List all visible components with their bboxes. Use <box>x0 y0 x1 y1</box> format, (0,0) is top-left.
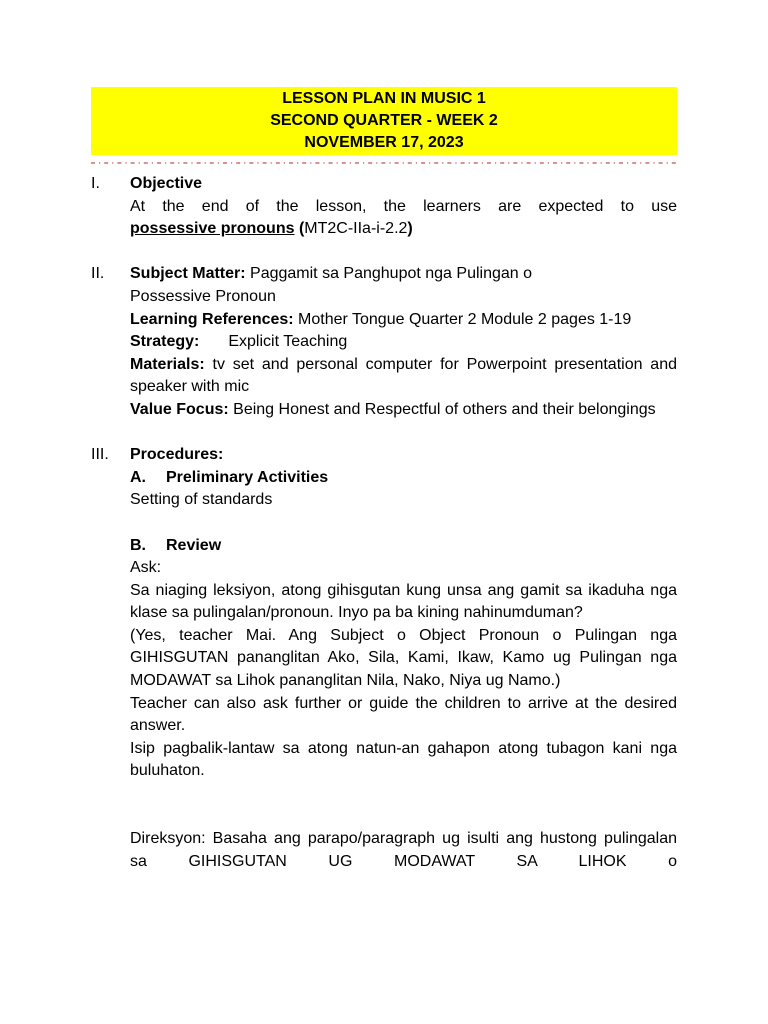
strategy-line: Strategy: Explicit Teaching <box>130 333 348 351</box>
header-title: LESSON PLAN IN MUSIC 1 <box>282 90 486 107</box>
preliminary-activities-text: Setting of standards <box>130 491 273 509</box>
competency-code: MT2C-IIa-i-2.2 <box>304 220 408 238</box>
objective-title: Objective <box>130 175 203 192</box>
section-number: III. <box>91 446 109 464</box>
header-quarter: SECOND QUARTER - WEEK 2 <box>270 112 498 129</box>
direksyon-text: Direksyon: Basaha ang parapo/paragraph ug isulti ang hustong pulingalan sa GIHISGUTAN UG MODAWAT SA LIHOK o <box>130 830 677 870</box>
section-number: I. <box>91 175 100 192</box>
ask-label: Ask: <box>130 559 162 577</box>
learning-references-line: Learning References: Mother Tongue Quarter 2 Module 2 pages 1-19 <box>130 310 632 328</box>
objective-line2: possessive pronouns (MT2C-IIa-i-2.2) <box>130 220 413 238</box>
teacher-note: Teacher can also ask further or guide the children to arrive at the desired answer. <box>130 694 677 735</box>
materials-line: Materials: tv set and personal computer for Powerpoint presentation and speaker with mic <box>130 355 677 396</box>
section-number: II. <box>91 265 105 283</box>
objective-section <box>91 173 677 241</box>
review-heading: B. Review <box>130 536 222 554</box>
procedures-title: Procedures: <box>130 446 224 464</box>
subject-matter-line: Subject Matter: Paggamit sa Panghupot nga Pulingan o Possessive Pronoun <box>130 265 533 305</box>
review-instruction: Isip pagbalik-lantaw sa atong natun-an gahapon atong tubagon kani nga buluhaton. <box>130 739 677 780</box>
dotted-divider <box>91 159 677 167</box>
possessive-pronouns-term: possessive pronouns <box>130 220 295 238</box>
objective-text: At the end of the lesson, the learners are expected to use <box>130 197 677 215</box>
review-answer: (Yes, teacher Mai. Ang Subject o Object Pronoun o Pulingan nga GIHISGUTAN pananglitan Ako, Sila, Kami, Ikaw, Kamo ug Pulingan nga MODAWAT sa Lihok pananglitan Nila, Nako, Niya ug Namo.) <box>130 626 677 690</box>
value-focus-line: Value Focus: Being Honest and Respectful of others and their belongings <box>130 400 656 418</box>
lesson-content <box>91 173 677 873</box>
preliminary-activities-heading: A. Preliminary Activities <box>130 468 329 486</box>
subject-matter-section <box>91 263 677 421</box>
lesson-plan-header <box>91 87 677 155</box>
header-date: NOVEMBER 17, 2023 <box>304 134 464 151</box>
review-question: Sa niaging leksiyon, atong gihisgutan kung unsa ang gamit sa ikaduha nga klase sa pulingalan/pronoun. Inyo pa ba kining nahinumduman? <box>130 581 677 622</box>
procedures-section <box>91 444 677 873</box>
